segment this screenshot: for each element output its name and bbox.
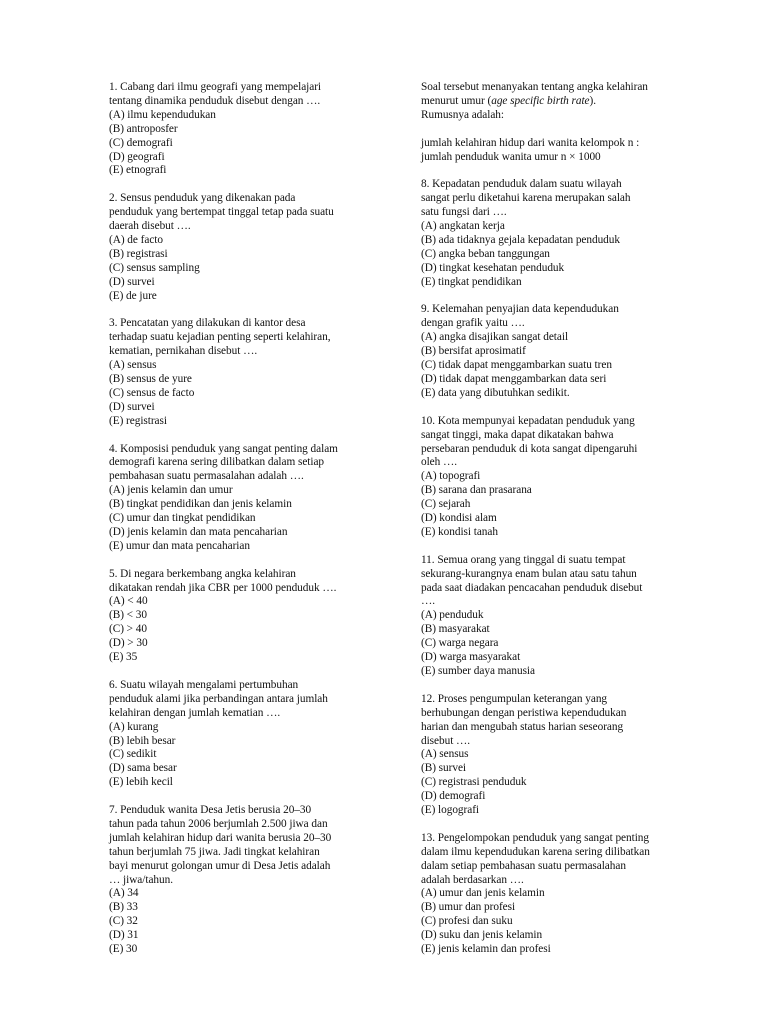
- question-stem-line: 3. Pencatatan yang dilakukan di kantor desa: [109, 317, 306, 330]
- question-block: [421, 415, 691, 540]
- question-block: [109, 443, 377, 554]
- answer-option: (B) bersifat aprosimatif: [421, 345, 526, 358]
- answer-option: (A) sensus: [421, 748, 469, 761]
- question-block: [109, 317, 377, 428]
- answer-option: (D) > 30: [109, 637, 148, 650]
- question-stem-line: 10. Kota mempunyai kepadatan penduduk yang: [421, 414, 635, 427]
- question-stem-line: tahun berjumlah 75 jiwa. Jadi tingkat kelahiran: [109, 845, 320, 858]
- answer-option: (C) sejarah: [421, 498, 471, 511]
- question-stem-line: sangat perlu diketahui karena merupakan salah: [421, 192, 631, 205]
- formula-line: jumlah penduduk wanita umur n × 1000: [421, 150, 601, 163]
- answer-option: (C) tidak dapat menggambarkan suatu tren: [421, 359, 612, 372]
- question-stem-line: sangat tinggi, maka dapat dikatakan bahwa: [421, 428, 614, 441]
- question-stem-line: terhadap suatu kejadian penting seperti kelahiran,: [109, 331, 331, 344]
- spacer: [421, 164, 691, 178]
- answer-option: (C) demografi: [109, 136, 173, 149]
- answer-option: (C) registrasi penduduk: [421, 776, 527, 789]
- question-stem-line: 8. Kepadatan penduduk dalam suatu wilayah: [421, 178, 622, 191]
- right-questions: [421, 178, 691, 957]
- question-stem-line: 11. Semua orang yang tinggal di suatu tempat: [421, 553, 626, 566]
- question-stem-line: kematian, pernikahan disebut ….: [109, 345, 258, 358]
- answer-option: (C) sensus de facto: [109, 386, 195, 399]
- answer-option: (C) angka beban tanggungan: [421, 247, 550, 260]
- question-block: [421, 178, 691, 289]
- answer-option: (A) de facto: [109, 233, 163, 246]
- question-block: [109, 804, 377, 957]
- answer-option: (C) profesi dan suku: [421, 915, 513, 928]
- answer-option: (C) umur dan tingkat pendidikan: [109, 512, 256, 525]
- question-stem-line: berhubungan dengan peristiwa kependudukan: [421, 706, 627, 719]
- answer-option: (B) survei: [421, 762, 466, 775]
- answer-option: (C) warga negara: [421, 637, 499, 650]
- answer-option: (E) 35: [109, 651, 138, 664]
- answer-option: (A) jenis kelamin dan umur: [109, 484, 233, 497]
- explanation-line: Soal tersebut menanyakan tentang angka kelahiran: [421, 81, 648, 93]
- answer-explanation-q7: [421, 81, 691, 178]
- question-stem-line: adalah berdasarkan ….: [421, 873, 524, 886]
- answer-option: (C) sedikit: [109, 748, 157, 761]
- answer-option: (D) 31: [109, 929, 139, 942]
- answer-option: (A) angka disajikan sangat detail: [421, 331, 569, 344]
- question-stem-line: 5. Di negara berkembang angka kelahiran: [109, 567, 296, 580]
- answer-option: (A) angkatan kerja: [421, 220, 505, 233]
- question-stem-line: daerah disebut ….: [109, 220, 191, 233]
- answer-option: (D) kondisi alam: [421, 512, 497, 525]
- answer-option: (B) sensus de yure: [109, 373, 192, 385]
- answer-option: (E) tingkat pendidikan: [421, 275, 522, 288]
- answer-option: (D) geografi: [109, 150, 165, 163]
- question-stem-line: 12. Proses pengumpulan keterangan yang: [421, 692, 608, 705]
- question-stem-line: bayi menurut golongan umur di Desa Jetis adalah: [109, 859, 331, 872]
- answer-option: (E) de jure: [109, 289, 157, 302]
- answer-option: (D) tingkat kesehatan penduduk: [421, 261, 565, 274]
- explanation-text: menurut umur (: [421, 94, 492, 107]
- question-stem-line: 2. Sensus penduduk yang dikenakan pada: [109, 192, 296, 205]
- question-stem-line: jumlah kelahiran hidup dari wanita berusia 20–30: [109, 831, 332, 844]
- answer-option: (E) jenis kelamin dan profesi: [421, 943, 551, 956]
- question-stem-line: satu fungsi dari ….: [421, 206, 507, 219]
- answer-option: (A) < 40: [109, 595, 148, 608]
- spacer: [421, 123, 691, 137]
- answer-option: (A) topografi: [421, 470, 481, 483]
- question-stem-line: pembahasan suatu permasalahan adalah ….: [109, 470, 304, 483]
- question-stem-line: dalam setiap pembahasan suatu permasalahan: [421, 859, 626, 872]
- question-block: [109, 81, 377, 178]
- answer-option: (E) registrasi: [109, 414, 167, 427]
- answer-option: (E) kondisi tanah: [421, 525, 498, 538]
- left-column: [109, 81, 377, 971]
- question-block: [421, 693, 691, 818]
- question-stem-line: penduduk yang bertempat tinggal tetap pada suatu: [109, 206, 334, 219]
- answer-option: (B) ada tidaknya gejala kepadatan penduduk: [421, 233, 620, 246]
- answer-option: (B) masyarakat: [421, 623, 490, 636]
- question-stem-line: 1. Cabang dari ilmu geografi yang mempelajari: [109, 81, 322, 93]
- answer-option: (D) warga masyarakat: [421, 651, 521, 664]
- question-stem-line: 4. Komposisi penduduk yang sangat penting dalam: [109, 442, 338, 455]
- answer-option: (D) jenis kelamin dan mata pencaharian: [109, 525, 288, 538]
- question-stem-line: dikatakan rendah jika CBR per 1000 penduduk ….: [109, 581, 337, 594]
- answer-option: (D) survei: [109, 275, 155, 288]
- question-stem-line: oleh ….: [421, 456, 458, 469]
- question-stem-line: harian dan mengubah status harian seseorang: [421, 720, 624, 733]
- answer-option: (C) sensus sampling: [109, 261, 200, 274]
- answer-option: (E) lebih kecil: [109, 776, 173, 789]
- explanation-line: Rumusnya adalah:: [421, 108, 504, 121]
- answer-option: (B) registrasi: [109, 247, 168, 260]
- answer-option: (A) 34: [109, 887, 139, 900]
- question-stem-line: demografi karena sering dilibatkan dalam setiap: [109, 456, 325, 469]
- answer-option: (A) kurang: [109, 720, 159, 733]
- question-stem-line: ….: [421, 595, 436, 608]
- answer-option: (E) logografi: [421, 804, 480, 817]
- question-stem-line: 9. Kelemahan penyajian data kependudukan: [421, 303, 619, 316]
- question-stem-line: dalam ilmu kependudukan karena sering dilibatkan: [421, 845, 650, 858]
- answer-option: (E) umur dan mata pencaharian: [109, 539, 250, 552]
- question-block: [421, 832, 691, 957]
- answer-option: (C) 32: [109, 915, 138, 928]
- answer-option: (E) 30: [109, 943, 138, 956]
- question-stem-line: pada saat diadakan pencacahan penduduk disebut: [421, 581, 643, 594]
- answer-option: (B) umur dan profesi: [421, 901, 516, 914]
- answer-option: (A) umur dan jenis kelamin: [421, 887, 545, 900]
- answer-option: (D) demografi: [421, 790, 486, 803]
- answer-option: (B) 33: [109, 901, 138, 914]
- answer-option: (E) sumber daya manusia: [421, 664, 535, 677]
- question-block: [109, 679, 377, 790]
- answer-option: (B) < 30: [109, 609, 147, 622]
- question-stem-line: kelahiran dengan jumlah kematian ….: [109, 706, 281, 719]
- question-stem-line: disebut ….: [421, 734, 471, 747]
- answer-option: (D) survei: [109, 400, 155, 413]
- question-stem-line: sekurang-kurangnya enam bulan atau satu tahun: [421, 567, 637, 580]
- question-stem-line: dengan grafik yaitu ….: [421, 317, 525, 330]
- question-stem-line: 6. Suatu wilayah mengalami pertumbuhan: [109, 678, 299, 691]
- answer-option: (D) sama besar: [109, 762, 177, 775]
- question-stem-line: tentang dinamika penduduk disebut dengan ….: [109, 94, 321, 107]
- question-stem-line: tahun pada tahun 2006 berjumlah 2.500 jiwa dan: [109, 817, 328, 830]
- question-block: [421, 554, 691, 679]
- answer-option: (B) sarana dan prasarana: [421, 484, 532, 497]
- formula-line: jumlah kelahiran hidup dari wanita kelompok n :: [421, 136, 640, 149]
- answer-option: (C) > 40: [109, 623, 147, 636]
- question-block: [421, 303, 691, 400]
- question-stem-line: 7. Penduduk wanita Desa Jetis berusia 20–30: [109, 804, 312, 817]
- answer-option: (A) sensus: [109, 359, 157, 372]
- right-column: [421, 81, 691, 971]
- answer-option: (B) antroposfer: [109, 122, 178, 135]
- question-block: [109, 568, 377, 665]
- question-block: [109, 192, 377, 303]
- question-stem-line: … jiwa/tahun.: [109, 873, 173, 886]
- answer-option: (D) suku dan jenis kelamin: [421, 929, 543, 942]
- question-stem-line: penduduk alami jika perbandingan antara jumlah: [109, 692, 328, 705]
- question-stem-line: persebaran penduduk di kota sangat dipengaruhi: [421, 442, 638, 455]
- answer-option: (D) tidak dapat menggambarkan data seri: [421, 372, 607, 385]
- explanation-line: [421, 95, 691, 109]
- question-stem-line: 13. Pengelompokan penduduk yang sangat penting: [421, 831, 649, 844]
- answer-option: (B) tingkat pendidikan dan jenis kelamin: [109, 498, 292, 511]
- explanation-italic-term: age specific birth rate: [491, 94, 590, 107]
- answer-option: (B) lebih besar: [109, 734, 176, 747]
- explanation-text: ).: [589, 94, 597, 107]
- answer-option: (E) data yang dibutuhkan sedikit.: [421, 386, 570, 399]
- answer-option: (A) ilmu kependudukan: [109, 108, 216, 121]
- answer-option: (A) penduduk: [421, 609, 484, 622]
- answer-option: (E) etnografi: [109, 164, 167, 177]
